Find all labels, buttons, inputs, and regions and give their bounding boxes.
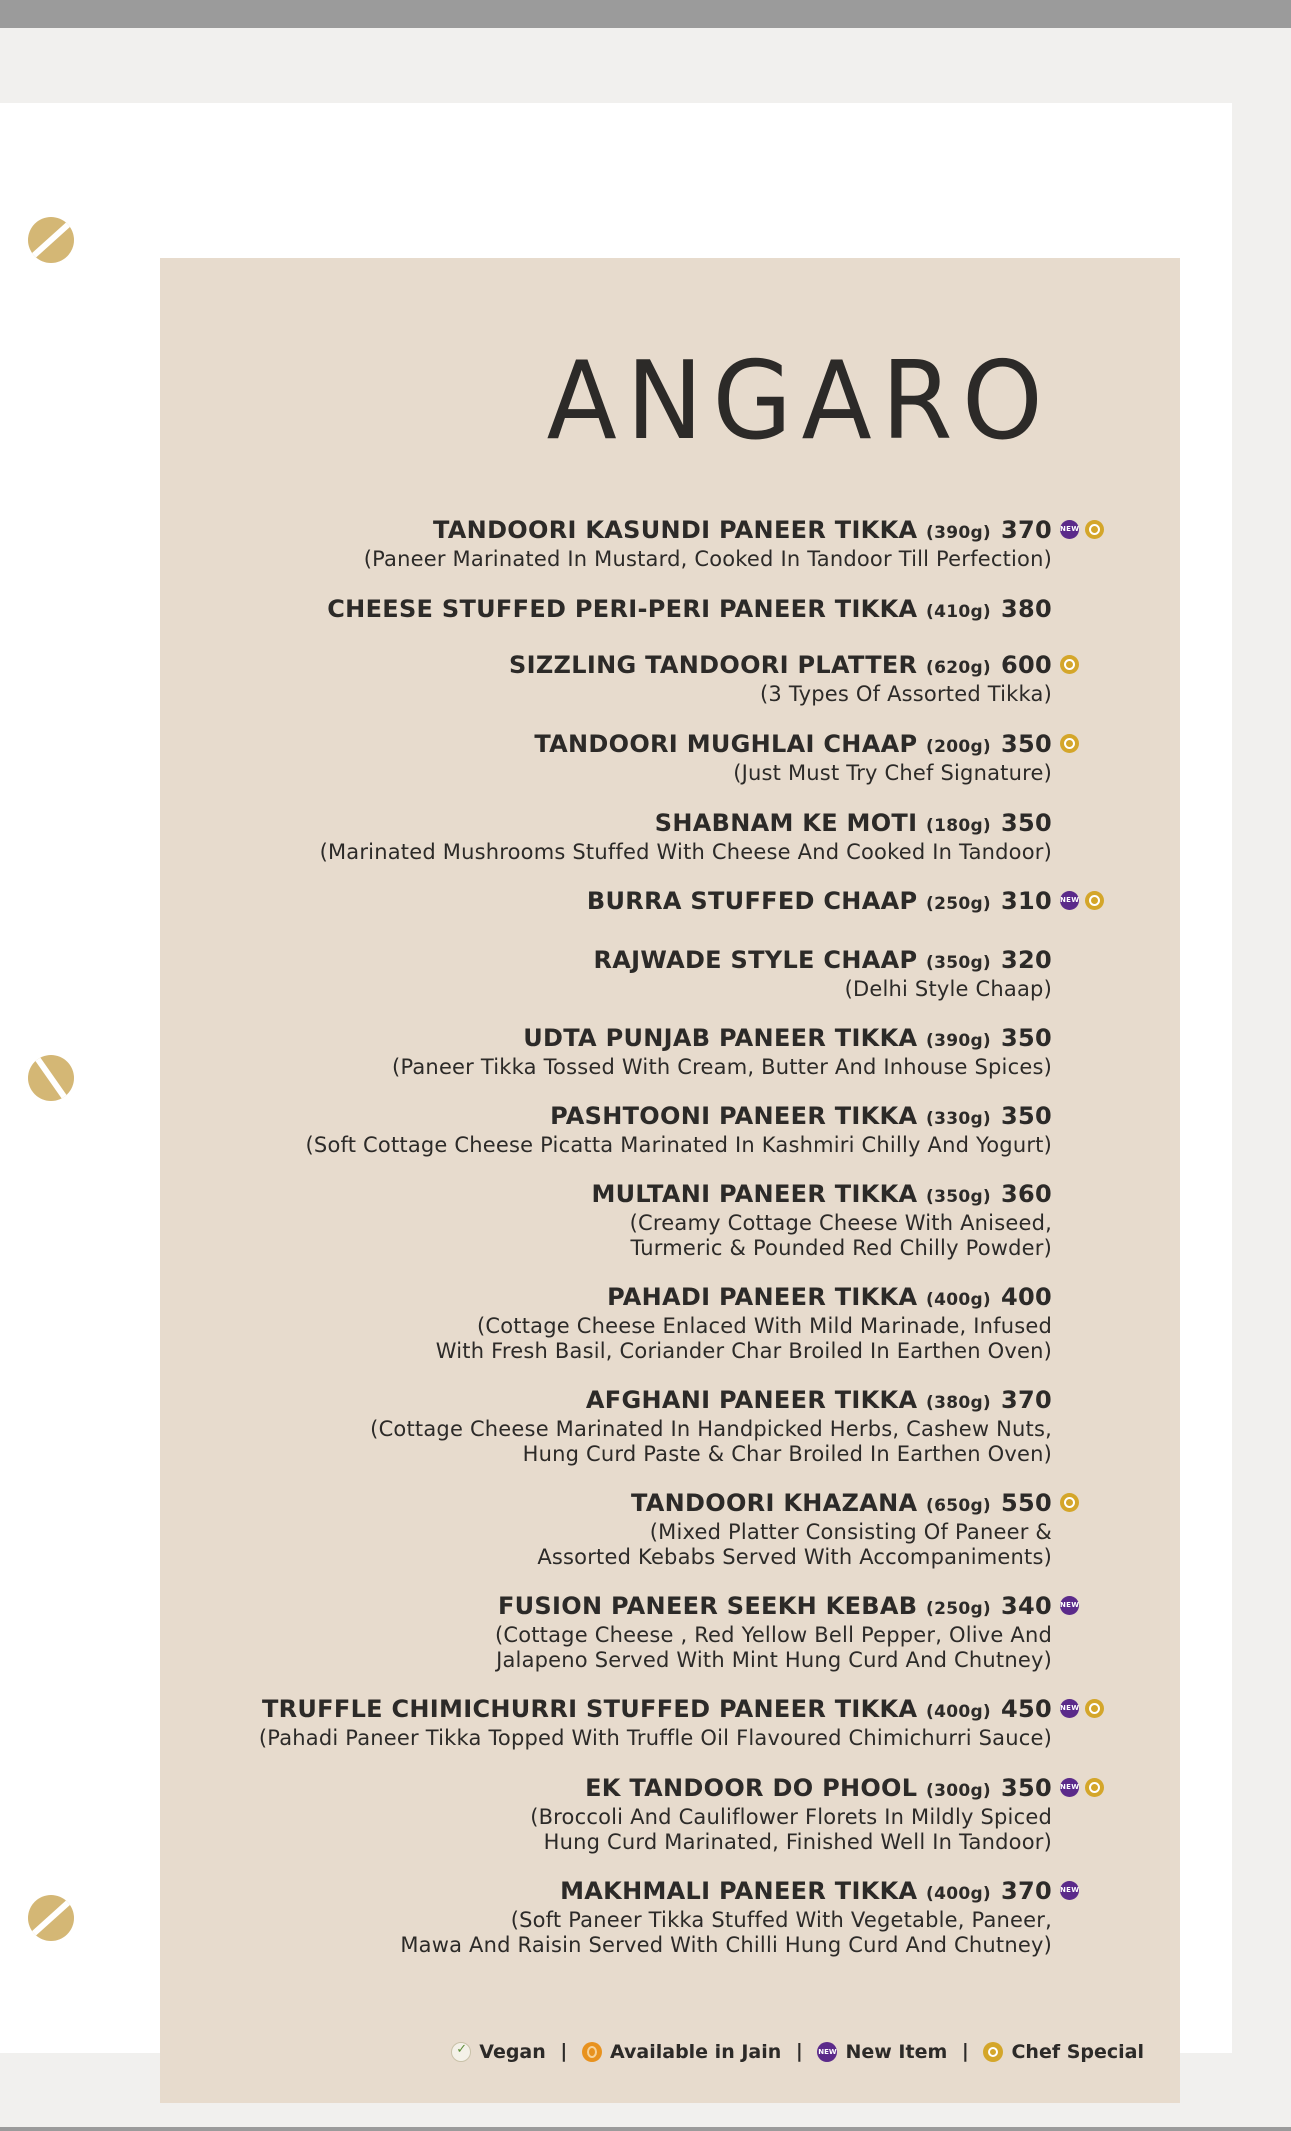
menu-item-heading <box>509 651 1052 682</box>
menu-item-weight: (400g) <box>926 1290 991 1310</box>
menu-item-description: (Just Must Try Chef Signature) <box>733 761 1052 785</box>
menu-item-price: 600 <box>1001 651 1052 679</box>
menu-item-price: 400 <box>1001 1283 1052 1311</box>
menu-item-heading <box>364 516 1080 547</box>
section-title: ANGARO <box>546 339 1052 464</box>
menu-item-weight: (180g) <box>926 816 991 836</box>
menu-item-name: UDTA PUNJAB PANEER TIKKA <box>523 1024 918 1052</box>
legend-separator: | <box>961 2040 969 2062</box>
menu-item-price: 550 <box>1001 1489 1052 1517</box>
chef-special-icon <box>1085 520 1104 539</box>
menu-item-badges <box>1060 1596 1085 1624</box>
menu-item-heading <box>259 1695 1080 1726</box>
menu-item-name: PASHTOONI PANEER TIKKA <box>550 1102 918 1130</box>
chef-special-icon <box>1060 1493 1079 1512</box>
menu-item-description: (Soft Paneer Tikka Stuffed With Vegetable, Paneer, <box>510 1908 1052 1932</box>
menu-item-weight: (350g) <box>926 1187 991 1207</box>
menu-item-description: (Marinated Mushrooms Stuffed With Cheese And Cooked In Tandoor) <box>319 840 1052 864</box>
binder-hole-icon <box>28 217 74 263</box>
menu-item-name: PAHADI PANEER TIKKA <box>607 1283 918 1311</box>
menu-item-description: (Broccoli And Cauliflower Florets In Mildly Spiced <box>530 1805 1052 1829</box>
menu-item-weight: (620g) <box>926 658 991 678</box>
menu-item-weight: (650g) <box>926 1496 991 1516</box>
menu-item <box>400 1877 1080 1958</box>
legend-jain <box>582 2041 781 2063</box>
menu-item-heading <box>534 730 1052 761</box>
menu-item-description: (Delhi Style Chaap) <box>844 977 1052 1001</box>
menu-item <box>258 1695 1080 1751</box>
menu-item-heading <box>591 1180 1052 1211</box>
menu-item <box>494 1592 1080 1673</box>
new-item-icon: NEW <box>1060 1596 1079 1615</box>
menu-item <box>370 1386 1052 1467</box>
legend-new <box>817 2041 947 2063</box>
new-item-icon: NEW <box>1060 1881 1079 1900</box>
menu-item-heading <box>530 1774 1080 1805</box>
menu-item-weight: (250g) <box>926 1599 991 1619</box>
menu-item-badges <box>1060 1778 1110 1806</box>
menu-item-price: 370 <box>1001 1386 1052 1414</box>
menu-item-badges <box>1060 655 1085 683</box>
menu-item-weight: (200g) <box>926 737 991 757</box>
menu-item-badges <box>1060 1699 1110 1727</box>
menu-item-heading <box>370 1386 1052 1417</box>
legend-chef <box>983 2041 1144 2063</box>
menu-item-name: BURRA STUFFED CHAAP <box>586 887 918 915</box>
top-bar <box>0 0 1291 28</box>
menu-item <box>530 1774 1080 1855</box>
menu-item <box>537 1489 1052 1570</box>
menu-item-heading <box>320 809 1052 840</box>
menu-panel <box>160 258 1180 2103</box>
menu-item <box>327 595 1052 626</box>
binder-hole-icon <box>28 1895 74 1941</box>
menu-item-price: 450 <box>1001 1695 1052 1723</box>
menu-item-name: TANDOORI KHAZANA <box>630 1489 918 1517</box>
menu-item-badges <box>1060 520 1110 548</box>
menu-item-heading <box>306 1102 1052 1133</box>
menu-item-price: 350 <box>1001 1024 1052 1052</box>
menu-item-name: CHEESE STUFFED PERI-PERI PANEER TIKKA <box>327 595 918 623</box>
menu-item-name: AFGHANI PANEER TIKKA <box>585 1386 918 1414</box>
menu-item-weight: (380g) <box>926 1393 991 1413</box>
menu-item-price: 370 <box>1001 1877 1052 1905</box>
menu-item-heading <box>327 595 1052 626</box>
chef-special-icon <box>1060 655 1079 674</box>
menu-item <box>436 1283 1052 1364</box>
menu-item <box>320 809 1052 865</box>
menu-item-description: Hung Curd Paste & Char Broiled In Earthen Oven) <box>522 1442 1052 1466</box>
menu-item <box>363 516 1080 572</box>
menu-item-heading <box>586 887 1080 918</box>
menu-item-weight: (250g) <box>926 894 991 914</box>
menu-item-description: (Creamy Cottage Cheese With Aniseed, <box>629 1211 1052 1235</box>
vegan-icon <box>451 2042 471 2062</box>
menu-item-price: 350 <box>1001 809 1052 837</box>
menu-item-name: TANDOORI MUGHLAI CHAAP <box>534 730 918 758</box>
new-item-icon: NEW <box>1060 520 1079 539</box>
chef-special-icon <box>983 2042 1003 2062</box>
menu-item-name: RAJWADE STYLE CHAAP <box>593 946 918 974</box>
menu-item-heading <box>392 1024 1052 1055</box>
menu-item-description: (Cottage Cheese Marinated In Handpicked Herbs, Cashew Nuts, <box>370 1417 1052 1441</box>
menu-item-weight: (390g) <box>926 523 991 543</box>
menu-item-price: 320 <box>1001 946 1052 974</box>
menu-item-name: FUSION PANEER SEEKH KEBAB <box>497 1592 918 1620</box>
menu-item-weight: (400g) <box>926 1702 991 1722</box>
menu-item <box>594 946 1053 1002</box>
menu-item-description: Jalapeno Served With Mint Hung Curd And Chutney) <box>496 1648 1052 1672</box>
legend-separator: | <box>795 2040 803 2062</box>
menu-item-name: SHABNAM KE MOTI <box>654 809 918 837</box>
new-item-icon: NEW <box>1060 891 1079 910</box>
menu-item-description: (Pahadi Paneer Tikka Topped With Truffle Oil Flavoured Chimichurri Sauce) <box>258 1726 1052 1750</box>
menu-item-weight: (300g) <box>926 1781 991 1801</box>
menu-item-heading <box>495 1592 1080 1623</box>
menu-item <box>392 1024 1052 1080</box>
menu-item-description: (3 Types Of Assorted Tikka) <box>760 682 1052 706</box>
menu-item-price: 340 <box>1001 1592 1052 1620</box>
menu-item-price: 350 <box>1001 1102 1052 1130</box>
menu-item-heading <box>594 946 1053 977</box>
new-item-icon: NEW <box>1060 1699 1079 1718</box>
legend-new-label: New Item <box>845 2040 948 2063</box>
menu-item-name: MAKHMALI PANEER TIKKA <box>560 1877 918 1905</box>
menu-item-description: Hung Curd Marinated, Finished Well In Tandoor) <box>543 1830 1052 1854</box>
menu-item <box>586 887 1080 918</box>
menu-item-price: 370 <box>1001 516 1052 544</box>
menu-item <box>306 1102 1052 1158</box>
menu-item-description: (Mixed Platter Consisting Of Paneer & <box>649 1520 1052 1544</box>
menu-item-badges <box>1060 1493 1085 1521</box>
menu-item-badges <box>1060 891 1110 919</box>
menu-item-name: MULTANI PANEER TIKKA <box>591 1180 918 1208</box>
legend-vegan <box>451 2041 546 2063</box>
menu-item-description: (Soft Cottage Cheese Picatta Marinated In Kashmiri Chilly And Yogurt) <box>305 1133 1052 1157</box>
legend-vegan-label: Vegan <box>479 2040 546 2063</box>
menu-item-name: EK TANDOOR DO PHOOL <box>585 1774 918 1802</box>
chef-special-icon <box>1085 1699 1104 1718</box>
menu-item-heading <box>436 1283 1052 1314</box>
binder-hole-icon <box>28 1055 74 1101</box>
new-item-icon: NEW <box>817 2042 837 2062</box>
chef-special-icon <box>1085 891 1104 910</box>
menu-item-price: 350 <box>1001 1774 1052 1802</box>
legend-jain-label: Available in Jain <box>609 2040 782 2063</box>
legend-chef-label: Chef Special <box>1011 2040 1144 2063</box>
menu-item-description: (Cottage Cheese Enlaced With Mild Marinade, Infused <box>476 1314 1052 1338</box>
bottom-bar <box>0 2127 1291 2131</box>
menu-item-name: TRUFFLE CHIMICHURRI STUFFED PANEER TIKKA <box>261 1695 918 1723</box>
menu-item-description: Assorted Kebabs Served With Accompaniments) <box>537 1545 1052 1569</box>
jain-icon <box>582 2042 602 2062</box>
menu-item <box>509 651 1052 707</box>
menu-item-badges <box>1060 1881 1085 1909</box>
menu-item-weight: (410g) <box>926 602 991 622</box>
menu-item-name: TANDOORI KASUNDI PANEER TIKKA <box>433 516 918 544</box>
menu-page <box>0 103 1232 2063</box>
legend-separator: | <box>560 2040 568 2062</box>
menu-item-description: (Paneer Tikka Tossed With Cream, Butter And Inhouse Spices) <box>392 1055 1052 1079</box>
menu-item <box>591 1180 1052 1261</box>
chef-special-icon <box>1085 1778 1104 1797</box>
menu-item-price: 350 <box>1001 730 1052 758</box>
menu-item-weight: (400g) <box>926 1884 991 1904</box>
menu-item-description: Turmeric & Pounded Red Chilly Powder) <box>630 1236 1052 1260</box>
menu-item-heading <box>400 1877 1080 1908</box>
menu-item-description: Mawa And Raisin Served With Chilli Hung Curd And Chutney) <box>400 1933 1052 1957</box>
menu-item <box>534 730 1052 786</box>
menu-item-weight: (350g) <box>926 953 991 973</box>
menu-item-name: SIZZLING TANDOORI PLATTER <box>509 651 918 679</box>
menu-item-price: 310 <box>1001 887 1052 915</box>
menu-item-heading <box>537 1489 1052 1520</box>
menu-item-description: (Paneer Marinated In Mustard, Cooked In Tandoor Till Perfection) <box>363 547 1052 571</box>
chef-special-icon <box>1060 734 1079 753</box>
new-item-icon: NEW <box>1060 1778 1079 1797</box>
legend <box>451 2040 1144 2063</box>
menu-item-price: 380 <box>1001 595 1052 623</box>
menu-item-weight: (390g) <box>926 1031 991 1051</box>
menu-item-badges <box>1060 734 1085 762</box>
menu-item-description: With Fresh Basil, Coriander Char Broiled In Earthen Oven) <box>435 1339 1052 1363</box>
menu-item-weight: (330g) <box>926 1109 991 1129</box>
menu-item-price: 360 <box>1001 1180 1052 1208</box>
menu-item-description: (Cottage Cheese , Red Yellow Bell Pepper, Olive And <box>494 1623 1052 1647</box>
